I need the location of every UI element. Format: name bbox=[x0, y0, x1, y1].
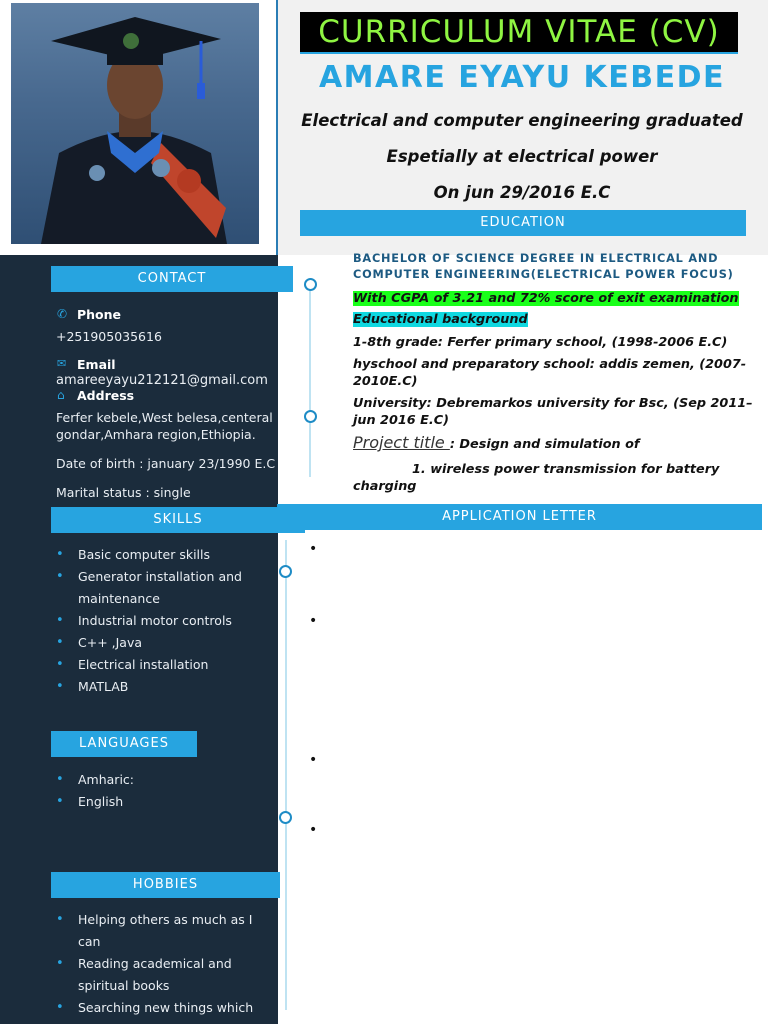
contact-section-header: CONTACT bbox=[51, 266, 293, 292]
profile-photo bbox=[11, 3, 259, 244]
degree-title-line-1: BACHELOR OF SCIENCE DEGREE IN ELECTRICAL AND bbox=[353, 252, 719, 265]
high-school-line-2: 2010E.C) bbox=[353, 374, 418, 389]
degree-title bbox=[353, 251, 734, 283]
university-line-1: University: Debremarkos university for Bsc, (Sep 2011– bbox=[353, 396, 753, 411]
cgpa-text: With CGPA of 3.21 and 72% score of exit examination bbox=[353, 291, 739, 306]
address-line-2: gondar,Amhara region,Ethiopia. bbox=[56, 427, 256, 442]
empty-bullet: • bbox=[309, 752, 318, 768]
background-line bbox=[353, 311, 528, 328]
cgpa-line bbox=[353, 290, 739, 307]
project-item-line-1: 1. wireless power transmission for battery bbox=[412, 462, 720, 477]
list-item: • Reading academical and bbox=[50, 953, 275, 975]
timeline-circle bbox=[304, 278, 317, 291]
headline-line-2: Espetially at electrical power bbox=[386, 147, 658, 166]
list-item: • C++ ,Java bbox=[50, 632, 275, 654]
cv-title: CURRICULUM VITAE (CV) bbox=[300, 12, 738, 52]
list-item: • Generator installation and bbox=[50, 566, 275, 588]
phone-number: +251905035616 bbox=[56, 329, 162, 344]
phone-label: Phone bbox=[77, 307, 122, 322]
project-title-description: : Design and simulation of bbox=[449, 437, 640, 452]
headline-line-1: Electrical and computer engineering graduated bbox=[301, 111, 743, 130]
languages-list bbox=[50, 769, 275, 813]
phone-icon: ✆ bbox=[57, 307, 68, 321]
project-title-label: Project title bbox=[353, 433, 450, 452]
date-of-birth: Date of birth : january 23/1990 E.C bbox=[56, 456, 276, 471]
skills-list bbox=[50, 544, 275, 698]
empty-bullet: • bbox=[309, 541, 318, 557]
empty-bullet: • bbox=[309, 613, 318, 629]
title-underline bbox=[300, 52, 738, 54]
degree-title-line-2: COMPUTER ENGINEERING(ELECTRICAL POWER FOCUS) bbox=[353, 268, 734, 281]
application-letter-section-header: APPLICATION LETTER bbox=[277, 504, 762, 530]
education-section-header: EDUCATION bbox=[300, 210, 746, 236]
list-item: • Basic computer skills bbox=[50, 544, 275, 566]
address-line-1: Ferfer kebele,West belesa,centeral bbox=[56, 410, 273, 425]
timeline-circle bbox=[279, 565, 292, 578]
list-item: spiritual books bbox=[78, 978, 170, 993]
email-icon: ✉ bbox=[57, 357, 67, 370]
headline-line-3: On jun 29/2016 E.C bbox=[433, 183, 611, 202]
list-item: • MATLAB bbox=[50, 676, 275, 698]
primary-school: 1-8th grade: Ferfer primary school, (1998-2006 E.C) bbox=[353, 335, 728, 350]
hobbies-section-header: HOBBIES bbox=[51, 872, 280, 898]
list-item: maintenance bbox=[78, 591, 160, 606]
timeline-line bbox=[309, 282, 311, 477]
list-item: • English bbox=[50, 791, 275, 813]
marital-status: Marital status : single bbox=[56, 485, 191, 500]
university-line-2: jun 2016 E.C) bbox=[353, 413, 449, 428]
project-title-line bbox=[353, 433, 639, 452]
project-item-line-2: charging bbox=[353, 479, 417, 494]
high-school-line-1: hyschool and preparatory school: addis zemen, (2007- bbox=[353, 357, 747, 372]
email-label: Email bbox=[77, 357, 116, 372]
list-item: can bbox=[78, 934, 101, 949]
empty-bullet: • bbox=[309, 822, 318, 838]
educational-background-heading: Educational background bbox=[353, 312, 528, 327]
timeline-circle bbox=[279, 811, 292, 824]
email-address: amareeyayu212121@gmail.com bbox=[56, 373, 268, 388]
person-name: AMARE EYAYU KEBEDE bbox=[318, 60, 726, 95]
list-item: • Helping others as much as I bbox=[50, 909, 275, 931]
hobbies-list bbox=[50, 909, 275, 1019]
timeline-circle bbox=[304, 410, 317, 423]
home-icon: ⌂ bbox=[57, 388, 65, 402]
skills-section-header: SKILLS bbox=[51, 507, 305, 533]
list-item: • Electrical installation bbox=[50, 654, 275, 676]
languages-section-header: LANGUAGES bbox=[51, 731, 197, 757]
address-label: Address bbox=[77, 388, 135, 403]
timeline-line bbox=[285, 540, 287, 1010]
list-item: • Amharic: bbox=[50, 769, 275, 791]
list-item: • Industrial motor controls bbox=[50, 610, 275, 632]
list-item: • Searching new things which bbox=[50, 997, 275, 1019]
